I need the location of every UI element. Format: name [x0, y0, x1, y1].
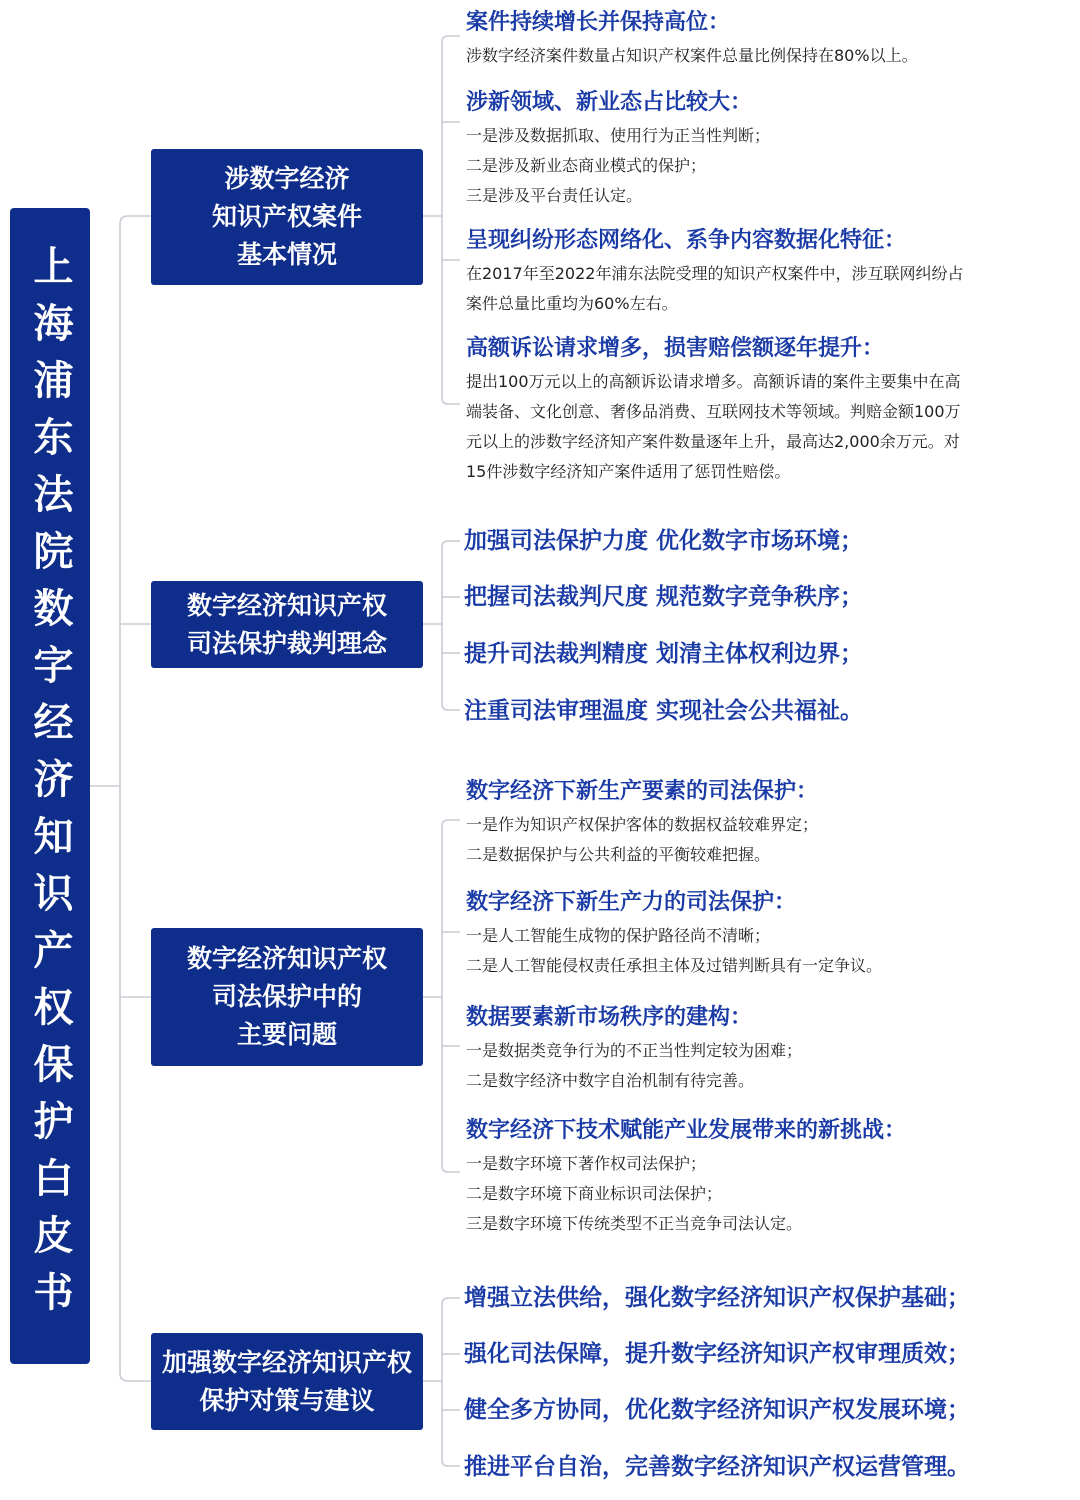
branch-judicial-philosophy: 数字经济知识产权 司法保护裁判理念	[151, 581, 423, 668]
leaf-line: 一是涉及数据抓取、使用行为正当性判断；	[466, 126, 771, 145]
leaf-title: 案件持续增长并保持高位：	[466, 10, 731, 35]
leaf-new-fields	[466, 89, 1066, 211]
leaf-body	[466, 1149, 1066, 1239]
leaf-body	[466, 259, 1066, 319]
root-node	[10, 208, 90, 1364]
leaf-body	[466, 41, 1066, 71]
leaf-line: 案件总量比重均为60%左右。	[466, 294, 678, 313]
leaf-body	[466, 121, 1066, 211]
leaf-line: 15件涉数字经济知产案件适用了惩罚性赔偿。	[466, 462, 791, 481]
leaf-line: 二是数字经济中数字自治机制有待完善。	[466, 1071, 755, 1090]
leaf-case-growth	[466, 9, 1066, 71]
root-title: 上海浦东法院数字经济知识产权保护白皮书	[27, 244, 73, 1328]
leaf-line: 三是数字环境下传统类型不正当竞争司法认定。	[466, 1214, 803, 1233]
leaf-line: 一是数字环境下著作权司法保护；	[466, 1154, 707, 1173]
leaf-line: 二是人工智能侵权责任承担主体及过错判断具有一定争议。	[466, 956, 883, 975]
leaf-tech-challenges	[466, 1117, 1066, 1239]
leaf-line: 一是人工智能生成物的保护路径尚不清晰；	[466, 926, 771, 945]
leaf-title: 数字经济下新生产力的司法保护：	[466, 890, 797, 915]
branch-countermeasures: 加强数字经济知识产权 保护对策与建议	[151, 1333, 423, 1430]
leaf-line: 端装备、文化创意、奢侈品消费、互联网技术等领域。判赔金额100万	[466, 402, 961, 421]
leaf-title: 涉新领域、新业态占比较大：	[466, 90, 753, 115]
leaf-title: 数字经济下技术赋能产业发展带来的新挑战：	[466, 1118, 907, 1143]
leaf-new-productivity	[466, 889, 1066, 981]
leaf-line: 二是数据保护与公共利益的平衡较难把握。	[466, 845, 771, 864]
leaf-title: 呈现纠纷形态网络化、系争内容数据化特征：	[466, 228, 907, 253]
countermeasure-item: 健全多方协同，优化数字经济知识产权发展环境；	[464, 1397, 970, 1423]
leaf-line: 提出100万元以上的高额诉讼请求增多。高额诉请的案件主要集中在高	[466, 372, 961, 391]
leaf-line: 一是数据类竞争行为的不正当性判定较为困难；	[466, 1041, 803, 1060]
leaf-body	[466, 1036, 1066, 1096]
countermeasure-item: 推进平台自治，完善数字经济知识产权运营管理。	[464, 1454, 970, 1480]
philosophy-item: 注重司法审理温度 实现社会公共福祉。	[464, 698, 864, 724]
leaf-line: 三是涉及平台责任认定。	[466, 186, 643, 205]
leaf-line: 一是作为知识产权保护客体的数据权益较难界定；	[466, 815, 819, 834]
leaf-line: 在2017年至2022年浦东法院受理的知识产权案件中，涉互联网纠纷占	[466, 264, 964, 283]
leaf-network-dispute	[466, 227, 1066, 319]
leaf-new-factors	[466, 778, 1066, 870]
leaf-body	[466, 810, 1066, 870]
leaf-line: 二是数字环境下商业标识司法保护；	[466, 1184, 723, 1203]
leaf-line: 涉数字经济案件数量占知识产权案件总量比例保持在80%以上。	[466, 46, 918, 65]
philosophy-item: 加强司法保护力度 优化数字市场环境；	[464, 528, 864, 554]
philosophy-item: 把握司法裁判尺度 规范数字竞争秩序；	[464, 584, 864, 610]
countermeasure-item: 强化司法保障，提升数字经济知识产权审理质效；	[464, 1341, 970, 1367]
leaf-title: 高额诉讼请求增多，损害赔偿额逐年提升：	[466, 336, 885, 361]
branch-case-overview: 涉数字经济 知识产权案件 基本情况	[151, 149, 423, 285]
leaf-market-order	[466, 1004, 1066, 1096]
leaf-line: 元以上的涉数字经济知产案件数量逐年上升，最高达2,000余万元。对	[466, 432, 960, 451]
philosophy-item: 提升司法裁判精度 划清主体权利边界；	[464, 641, 864, 667]
leaf-body	[466, 367, 1066, 487]
leaf-title: 数据要素新市场秩序的建构：	[466, 1005, 753, 1030]
countermeasure-item: 增强立法供给，强化数字经济知识产权保护基础；	[464, 1285, 970, 1311]
leaf-title: 数字经济下新生产要素的司法保护：	[466, 779, 819, 804]
leaf-body	[466, 921, 1066, 981]
leaf-high-claims	[466, 335, 1066, 487]
leaf-line: 二是涉及新业态商业模式的保护；	[466, 156, 707, 175]
branch-main-problems: 数字经济知识产权 司法保护中的 主要问题	[151, 928, 423, 1066]
